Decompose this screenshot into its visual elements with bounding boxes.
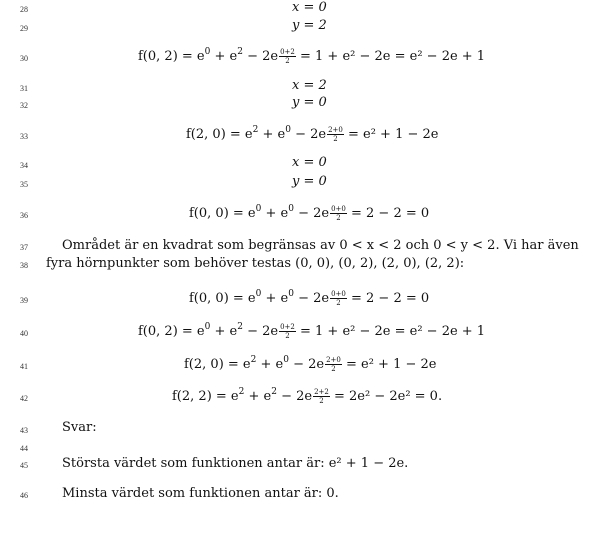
answer-max: Största värdet som funktionen antar är: e² + 1 − 2e.: [62, 456, 409, 471]
exponent: 0: [288, 289, 294, 299]
exponent: 2: [250, 355, 257, 365]
equation-term: + e: [256, 357, 284, 372]
line-number: 35: [20, 180, 28, 189]
line-number: 33: [20, 132, 28, 141]
fraction-numerator: 2+0: [326, 356, 341, 364]
fraction-exponent: [325, 356, 342, 373]
equation-f00-corner: [189, 289, 429, 307]
equation-rhs: = 2 − 2 = 0: [346, 206, 430, 221]
line-number: 43: [20, 426, 28, 435]
fraction-numerator: 0+2: [280, 48, 295, 56]
line-number: 28: [20, 5, 28, 14]
equation-term: − 2e: [276, 389, 313, 404]
exponent: 0: [204, 47, 211, 57]
equation-lhs: f(0, 0) = e: [189, 291, 256, 306]
exponent: 0: [204, 322, 211, 332]
equation-lhs: f(0, 2) = e: [138, 324, 205, 339]
exponent: 0: [255, 289, 262, 299]
equation-term: + e: [210, 324, 238, 339]
equation-f20: [186, 125, 438, 143]
fraction-numerator: 0+0: [331, 290, 346, 298]
line-number: 34: [20, 161, 28, 170]
line-number: 40: [20, 329, 28, 338]
equation-term: − 2e: [290, 127, 327, 142]
exponent: 0: [255, 204, 262, 214]
line-number: 37: [20, 243, 28, 252]
line-number: 32: [20, 101, 28, 110]
equation-term: + e: [244, 389, 272, 404]
fraction-denominator: 2: [285, 57, 290, 65]
equation-f02-corner: [138, 322, 485, 340]
line-number: 39: [20, 296, 28, 305]
equation-term: + e: [261, 291, 289, 306]
answer-heading: Svar:: [62, 420, 97, 435]
equation-x-equals-2: x = 2: [292, 78, 327, 93]
exponent: 2: [238, 387, 245, 397]
fraction-denominator: 2: [336, 214, 341, 222]
equation-term: − 2e: [242, 324, 279, 339]
fraction-exponent: [330, 205, 347, 222]
equation-term: + e: [261, 206, 289, 221]
equation-x-equals-0: x = 0: [292, 155, 327, 170]
equation-lhs: f(2, 0) = e: [184, 357, 251, 372]
exponent: 2: [237, 322, 243, 332]
equation-lhs: f(2, 2) = e: [172, 389, 239, 404]
equation-rhs: = e² + 1 − 2e: [343, 127, 439, 142]
exponent: 2: [237, 47, 243, 57]
line-number: 36: [20, 211, 28, 220]
equation-f02: [138, 47, 485, 65]
equation-term: + e: [258, 127, 286, 142]
fraction-numerator: 0+0: [331, 205, 346, 213]
exponent: 0: [285, 125, 291, 135]
line-number: 44: [20, 444, 28, 453]
equation-rhs: = 1 + e² − 2e = e² − 2e + 1: [295, 49, 486, 64]
fraction-denominator: 2: [336, 299, 341, 307]
line-number: 38: [20, 261, 28, 270]
equation-term: − 2e: [288, 357, 325, 372]
fraction-denominator: 2: [333, 135, 338, 143]
paragraph-line: Området är en kvadrat som begränsas av 0 < x < 2 och 0 < y < 2. Vi har även: [62, 238, 579, 253]
line-number: 42: [20, 394, 28, 403]
equation-rhs: = 1 + e² − 2e = e² − 2e + 1: [295, 324, 486, 339]
equation-y-equals-2: y = 2: [292, 18, 327, 33]
equation-rhs: = e² + 1 − 2e: [341, 357, 437, 372]
line-number: 46: [20, 491, 28, 500]
line-number: 45: [20, 461, 28, 470]
fraction-exponent: [279, 323, 296, 340]
equation-rhs: = 2e² − 2e² = 0.: [329, 389, 443, 404]
exponent: 2: [271, 387, 277, 397]
equation-x-equals-0: x = 0: [292, 0, 327, 15]
equation-term: − 2e: [293, 291, 330, 306]
equation-f00: [189, 204, 429, 222]
fraction-numerator: 2+2: [314, 388, 329, 396]
fraction-exponent: [330, 290, 347, 307]
equation-term: − 2e: [242, 49, 279, 64]
equation-lhs: f(0, 2) = e: [138, 49, 205, 64]
equation-rhs: = 2 − 2 = 0: [346, 291, 430, 306]
equation-lhs: f(2, 0) = e: [186, 127, 253, 142]
equation-f20-corner: [184, 355, 436, 373]
equation-term: − 2e: [293, 206, 330, 221]
line-number: 41: [20, 362, 28, 371]
equation-term: + e: [210, 49, 238, 64]
equation-f22: [172, 387, 442, 405]
fraction-exponent: [279, 48, 296, 65]
line-number: 31: [20, 84, 28, 93]
fraction-denominator: 2: [331, 365, 336, 373]
fraction-numerator: 2+0: [328, 126, 343, 134]
equation-y-equals-0: y = 0: [292, 95, 327, 110]
fraction-exponent: [313, 388, 330, 405]
fraction-denominator: 2: [319, 397, 324, 405]
answer-min: Minsta värdet som funktionen antar är: 0.: [62, 486, 339, 501]
fraction-numerator: 0+2: [280, 323, 295, 331]
equation-y-equals-0: y = 0: [292, 174, 327, 189]
exponent: 0: [288, 204, 294, 214]
exponent: 0: [283, 355, 289, 365]
fraction-denominator: 2: [285, 332, 290, 340]
line-number: 29: [20, 24, 28, 33]
equation-lhs: f(0, 0) = e: [189, 206, 256, 221]
fraction-exponent: [327, 126, 344, 143]
exponent: 2: [252, 125, 259, 135]
paragraph-line: fyra hörnpunkter som behöver testas (0, 0), (0, 2), (2, 0), (2, 2):: [46, 256, 465, 271]
line-number: 30: [20, 54, 28, 63]
